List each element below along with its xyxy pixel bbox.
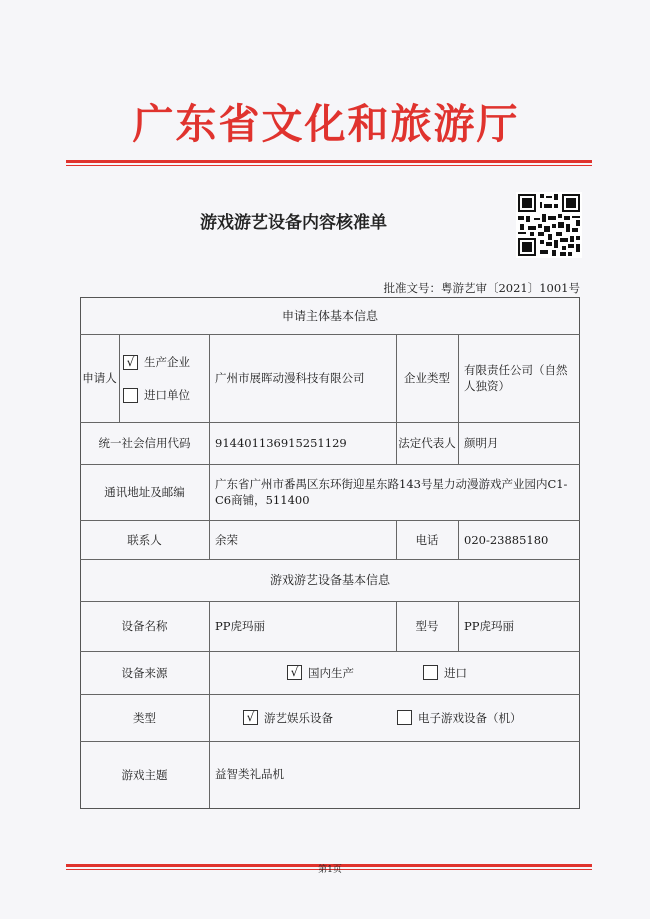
- legal-rep-label: 法定代表人: [398, 436, 456, 450]
- issuing-organization: 广东省文化和旅游厅: [132, 100, 520, 148]
- option-label: 进口单位: [144, 388, 190, 402]
- qr-code-icon: [516, 192, 582, 258]
- address-value: 广东省广州市番禺区东环街迎星东路143号星力动漫游戏产业园内C1-C6商铺，511400: [215, 477, 568, 507]
- table-rule: [119, 334, 120, 422]
- source-option-import[interactable]: [423, 651, 523, 694]
- checkbox-icon[interactable]: [423, 665, 438, 680]
- document-title: 游戏游艺设备内容核准单: [200, 213, 387, 233]
- type-option-amusement[interactable]: [243, 694, 383, 741]
- approval-number: 批准文号：粤游艺审〔2021〕1001号: [383, 281, 580, 295]
- table-rule: [458, 520, 459, 559]
- model-label: 型号: [415, 619, 439, 633]
- device-section-title: 游戏游艺设备基本信息: [269, 573, 390, 587]
- table-rule: [458, 601, 459, 651]
- game-theme-value: 益智类礼品机: [215, 767, 284, 781]
- checkbox-icon[interactable]: [397, 710, 412, 725]
- checkbox-icon[interactable]: [123, 388, 138, 403]
- option-label: 国内生产: [308, 665, 354, 680]
- header-red-rule: [66, 160, 592, 163]
- company-type-value: 有限责任公司（自然人独资）: [464, 363, 568, 393]
- type-option-electronic[interactable]: [397, 694, 577, 741]
- applicant-type-option-importer[interactable]: [123, 385, 209, 405]
- device-type-label: 类型: [133, 710, 156, 725]
- device-source-label: 设备来源: [121, 665, 168, 680]
- checkbox-icon[interactable]: √: [287, 665, 302, 680]
- company-name: 广州市展晖动漫科技有限公司: [215, 371, 365, 385]
- company-type-label: 企业类型: [404, 371, 450, 385]
- address-label: 通讯地址及邮编: [104, 485, 185, 499]
- applicant-section-title: 申请主体基本信息: [281, 308, 378, 323]
- credit-code-value: 91440113691525112​9: [215, 436, 347, 450]
- table-rule: [209, 334, 210, 559]
- header-red-rule-thin: [66, 165, 592, 166]
- option-label: 游艺娱乐设备: [264, 710, 333, 725]
- device-name-value: PP虎玛丽: [215, 619, 265, 633]
- game-theme-label: 游戏主题: [121, 767, 168, 782]
- contact-label: 联系人: [127, 532, 162, 547]
- page-number: 第1页: [318, 865, 342, 875]
- option-label: 进口: [444, 665, 467, 680]
- table-rule: [458, 334, 459, 464]
- device-name-label: 设备名称: [121, 619, 168, 633]
- legal-rep-value: 颜明月: [464, 436, 499, 450]
- table-rule: [209, 601, 210, 808]
- applicant-label: 申请人: [82, 371, 117, 385]
- credit-code-label: 统一社会信用代码: [98, 436, 191, 450]
- checkbox-icon[interactable]: √: [123, 355, 138, 370]
- checkbox-icon[interactable]: √: [243, 710, 258, 725]
- source-option-domestic[interactable]: [287, 651, 387, 694]
- contact-value: 余荣: [215, 532, 238, 547]
- phone-value: 020-23885180: [464, 532, 549, 547]
- phone-label: 电话: [415, 532, 439, 547]
- applicant-type-option-producer[interactable]: [123, 352, 209, 372]
- option-label: 电子游戏设备（机）: [418, 710, 522, 725]
- model-value: PP虎玛丽: [464, 619, 514, 633]
- option-label: 生产企业: [144, 355, 190, 369]
